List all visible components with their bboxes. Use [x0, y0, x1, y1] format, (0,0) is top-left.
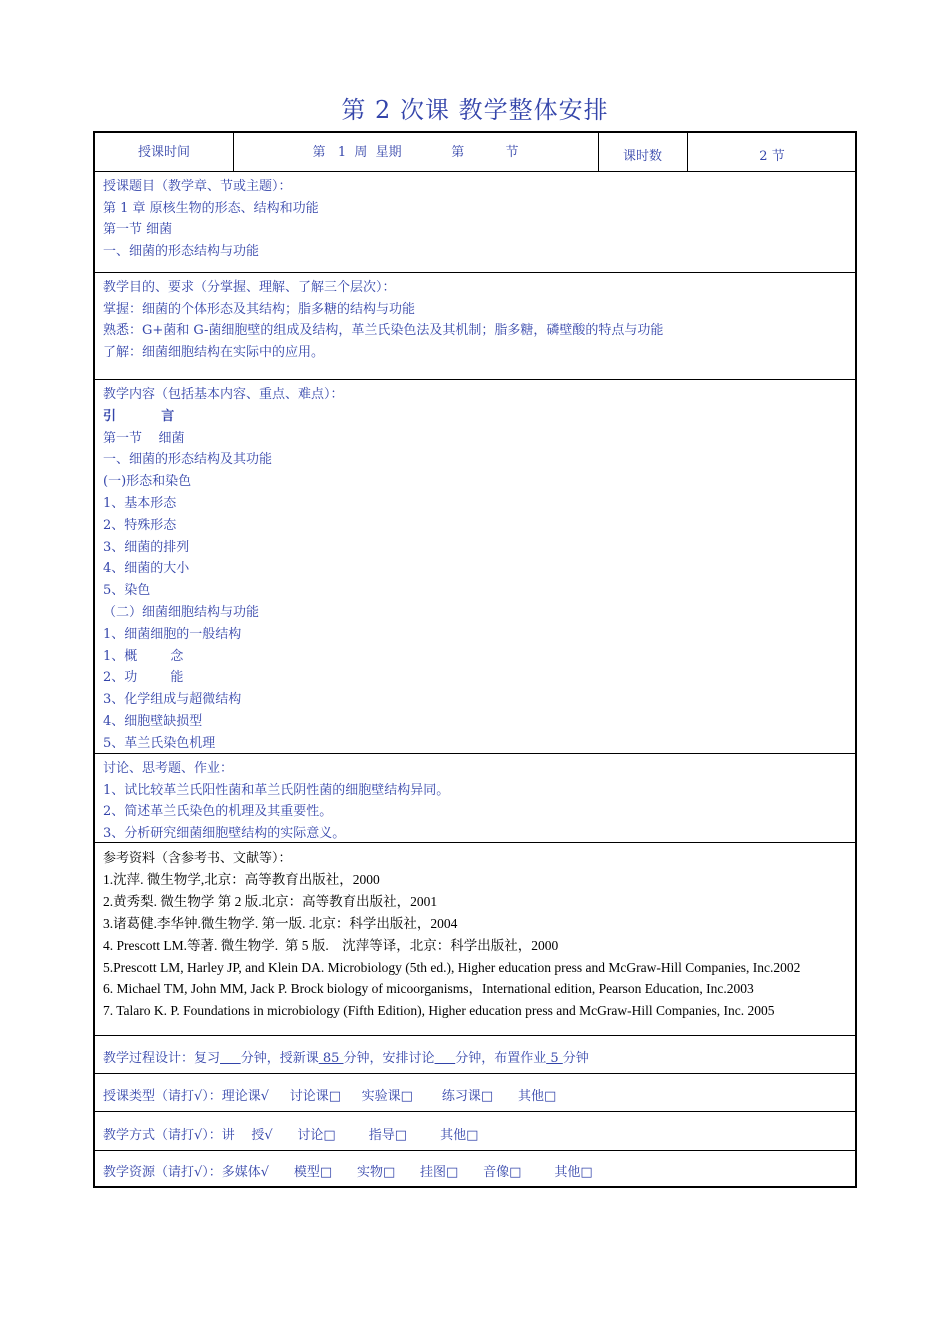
- topic-line: 一、细菌的形态结构与功能: [103, 243, 260, 259]
- row-divider: [95, 1073, 855, 1074]
- time-label: 授课时间: [137, 145, 190, 160]
- goals-line: 熟悉：G+菌和 G-菌细胞壁的组成及结构，革兰氏染色法及其机制；脂多糖，磷壁酸的特点与功能: [103, 323, 664, 338]
- goals-section: [103, 277, 849, 363]
- content-intro: 引 言: [103, 408, 175, 424]
- content-line: 一、细菌的形态结构及其功能: [103, 452, 273, 468]
- discussion-minutes: [435, 1051, 456, 1066]
- content-line: 1、基本形态: [103, 495, 177, 511]
- content-line: 4、细菌的大小: [103, 561, 190, 577]
- row-divider: [95, 272, 855, 273]
- schedule-table: [93, 131, 857, 1188]
- lesson-type-row: 授课类型（请打√）：理论课√ 讨论课□ 实验课□ 练习课□ 其他□: [103, 1089, 557, 1104]
- discussion-line: 2、简述革兰氏染色的机理及其重要性。: [103, 804, 333, 819]
- discussion-line: 1、试比较革兰氏阳性菌和革兰氏阴性菌的细胞壁结构异同。: [103, 782, 450, 798]
- goals-line: 了解：细菌细胞结构在实际中的应用。: [103, 344, 325, 360]
- process-label: 教学过程设计：复习: [103, 1051, 221, 1066]
- reference-item: 3.诸葛健.李华钟.微生物学. 第一版. 北京：科学出版社，2004: [103, 915, 458, 931]
- topic-line: 第一节 细菌: [103, 222, 173, 237]
- discussion-line: 3、分析研究细菌细胞壁结构的实际意义。: [103, 825, 346, 841]
- content-line: 3、化学组成与超微结构: [103, 692, 242, 708]
- reference-item: 4. Prescott LM.等著. 微生物学. 第 5 版. 沈萍等译，北京：科学出版社，2000: [103, 937, 559, 953]
- reference-item: 6. Michael TM, John MM, Jack P. Brock biology of micoorganisms，International edition, Pearson Education, Inc.2003: [103, 981, 754, 997]
- homework-minutes: 5: [546, 1051, 563, 1066]
- row-divider: [95, 1035, 855, 1036]
- content-line: 5、染色: [103, 583, 151, 599]
- process-unit: 分钟，授新课: [240, 1051, 319, 1066]
- discussion-heading: 讨论、思考题、作业：: [103, 761, 234, 776]
- new-lesson-minutes: 85: [318, 1051, 344, 1066]
- reference-item: 7. Talaro K. P. Foundations in microbiology (Fifth Edition), Higher education press and McGraw-Hill Companies, Inc. 2005: [103, 1003, 775, 1019]
- references-heading: 参考资料（含参考书、文献等）：: [103, 850, 292, 865]
- time-value: 第 1 周 星期 第 节: [312, 145, 519, 160]
- topic-section: [103, 176, 849, 262]
- row-divider: [95, 1150, 855, 1151]
- teaching-method-row: 教学方式（请打√）：讲 授√ 讨论□ 指导□ 其他□: [103, 1128, 479, 1143]
- content-line: 2、特殊形态: [103, 517, 177, 533]
- reference-item: 1.沈萍. 微生物学,北京：高等教育出版社，2000: [103, 871, 380, 887]
- content-line: 5、革兰氏染色机理: [103, 735, 216, 751]
- process-row: [103, 1047, 589, 1066]
- reference-item: 5.Prescott LM, Harley JP, and Klein DA. Microbiology (5th ed.), Higher education press and McGraw-Hill Companies, Inc.2002: [103, 959, 801, 975]
- content-line: 第一节 细菌: [103, 430, 185, 446]
- hours-value: 2 节: [759, 149, 785, 164]
- content-line: (一)形态和染色: [103, 474, 192, 490]
- row-divider: [95, 842, 855, 843]
- teaching-resources-row: 教学资源（请打√）：多媒体√ 模型□ 实物□ 挂图□ 音像□ 其他□: [103, 1165, 593, 1180]
- content-line: 2、功 能: [103, 670, 184, 686]
- content-line: 3、细菌的排列: [103, 539, 190, 555]
- reference-item: 2.黄秀梨. 微生物学 第 2 版.北京：高等教育出版社，2001: [103, 893, 438, 909]
- row-divider: [95, 171, 855, 172]
- process-unit: 分钟，布置作业: [455, 1051, 547, 1066]
- content-heading: 教学内容（包括基本内容、重点、难点）：: [103, 387, 344, 402]
- row-divider: [95, 379, 855, 380]
- discussion-section: [103, 758, 849, 844]
- topic-heading: 授课题目（教学章、节或主题）：: [103, 179, 292, 194]
- goals-line: 掌握：细菌的个体形态及其结构；脂多糖的结构与功能: [103, 301, 416, 317]
- row-divider: [95, 753, 855, 754]
- content-line: 1、概 念: [103, 648, 184, 664]
- review-minutes: [220, 1051, 241, 1066]
- process-unit: 分钟: [562, 1051, 589, 1066]
- goals-heading: 教学目的、要求（分掌握、理解、了解三个层次）：: [103, 280, 396, 295]
- page-title: 第 2 次课 教学整体安排: [341, 96, 609, 124]
- references-section: [103, 847, 849, 1022]
- content-section: [103, 384, 849, 755]
- row-divider: [95, 1111, 855, 1112]
- hours-label: 课时数: [622, 149, 662, 164]
- topic-line: 第 1 章 原核生物的形态、结构和功能: [103, 200, 319, 216]
- content-line: 1、细菌细胞的一般结构: [103, 626, 242, 642]
- content-line: 4、细胞壁缺损型: [103, 713, 203, 729]
- process-unit: 分钟，安排讨论: [343, 1051, 435, 1066]
- content-line: （二）细菌细胞结构与功能: [103, 604, 260, 620]
